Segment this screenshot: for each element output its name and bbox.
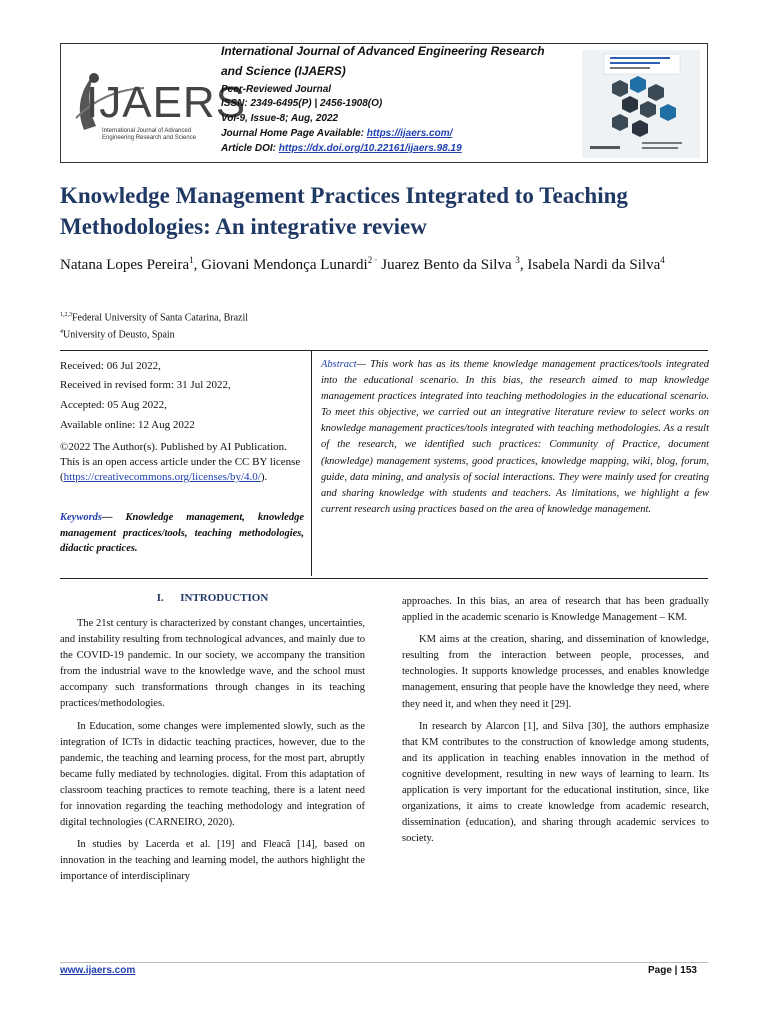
revised-date: Received in revised form: 31 Jul 2022, xyxy=(60,379,231,391)
affiliation-sup: 1,2,3 xyxy=(60,312,72,318)
divider-vertical xyxy=(311,350,312,576)
body-right-column xyxy=(402,594,709,853)
journal-cover-image xyxy=(582,50,700,158)
license-text: ©2022 The Author(s). Published by AI Publication. This is an open access article under the CC BY license xyxy=(60,441,301,468)
hexagon-cover-icon xyxy=(582,50,700,158)
paragraph: The 21st century is characterized by constant changes, uncertainties, and instability resulting from technological advances, and mainly due to the COVID-19 pandemic. In our society, we accompany the transition from the industrial wave to the knowledge wave, and the school must accompany such transformations through changes in its teaching practices/methodologies. xyxy=(60,618,365,710)
page-number: Page | 153 xyxy=(648,965,697,976)
author-sup: 3 xyxy=(515,255,520,265)
volume-issue: Vol-9, Issue-8; Aug, 2022 xyxy=(221,113,339,124)
paragraph: In research by Alarcon [1], and Silva [30], the authors emphasize that KM contributes to the construction of knowledge among students, and its application in teaching enables innovation in the method of cognitive development, resulting in new ways of learning to learn. Its application is very important for the educational institution, since, like organizations, it aims to create knowledge from academic research, dissemination (education), and sharing through academic services to society. xyxy=(402,720,709,845)
paragraph: approaches. In this bias, an area of research that has been gradually applied in the academic scenario is Knowledge Management – KM. xyxy=(402,596,709,624)
section-heading xyxy=(60,592,365,604)
affiliation-text: Federal University of Santa Catarina, Brazil xyxy=(72,312,249,324)
author-sup: 1 xyxy=(189,255,194,265)
abstract-label: Abstract xyxy=(321,359,357,370)
affiliation xyxy=(60,312,248,323)
doi-label: Article DOI: xyxy=(221,143,279,154)
doi-link[interactable]: https://dx.doi.org/10.22161/ijaers.98.19 xyxy=(278,143,462,154)
issn: ISSN: 2349-6495(P) | 2456-1908(O) xyxy=(221,98,383,109)
accepted-date: Accepted: 05 Aug 2022, xyxy=(60,399,167,411)
author-list: Natana Lopes Pereira$^1$, Giovani Mendonça Lunardi$^2$ · Juarez Bento da Silva $^3$, Isabela Nardi da Silva$^4$ xyxy=(60,255,665,273)
license: ©2022 The Author(s). Published by AI Publication. This is an open access article under the CC BY license (https://creativecommons.org/licenses/by/4.0/). xyxy=(60,441,301,483)
logo-text: IJAERS xyxy=(86,78,247,127)
peer-reviewed: Peer-Reviewed Journal xyxy=(221,84,332,95)
affiliation-sup: 4 xyxy=(60,329,63,335)
license-link[interactable]: https://creativecommons.org/licenses/by/4.0/ xyxy=(63,471,261,483)
home-label: Journal Home Page Available: xyxy=(221,128,367,139)
article-title: Knowledge Management Practices Integrated to Teaching Methodologies: An integrative review xyxy=(60,183,628,239)
author-name: Giovani Mendonça Lunardi xyxy=(201,257,368,273)
body-left-column xyxy=(60,616,365,892)
divider-bottom xyxy=(60,578,708,579)
affiliation-text: University of Deusto, Spain xyxy=(63,329,175,341)
section-number: I. xyxy=(156,592,164,604)
home-link[interactable]: https://ijaers.com/ xyxy=(366,128,453,139)
paragraph: In Education, some changes were implemented slowly, such as the integration of ICTs in didactic teaching practices, however, due to the pandemic, the teaching and learning process, for the most part, abruptly became fully mediated by technologies. digital. From this adaptation of classroom teaching practices to remote teaching, there is a latent need for innovation regarding the teaching methodology and integration of digital technologies (CARNEIRO, 2020). xyxy=(60,720,365,829)
paragraph: In studies by Lacerda et al. [19] and Fleacă [14], based on innovation in the teaching and learning model, the authors highlight the importance of interdisciplinary xyxy=(60,839,365,883)
abstract-text: — This work has as its theme knowledge management practices/tools integrated into the educational scenario. In this bias, the research aimed to map knowledge management practices integrated into teaching methodologies in the educational scenario. To meet this objective, we carried out an integrative literature review to select works on knowledge management practices/tools integrated with teaching methodologies. As a result of the research, we identified such practices: Community of Practice, document (knowledge) management systems, good practices, knowledge mapping, wiki, blog, forum, guide, data mining, and analysis of social interactions. They were mainly used for creating and sharing knowledge with students and teachers. As limitations, we highlight a few current research using practices based on the area of knowledge management. xyxy=(321,359,709,515)
journal-title-line1: International Journal of Advanced Engineering Research xyxy=(221,44,545,58)
keywords xyxy=(60,510,304,557)
author-name: Juarez Bento da Silva xyxy=(381,257,512,273)
abstract xyxy=(321,357,709,518)
received-date: Received: 06 Jul 2022, xyxy=(60,360,161,372)
journal-logo xyxy=(64,60,247,145)
article-doi xyxy=(221,143,462,154)
author-name: Natana Lopes Pereira xyxy=(60,257,190,273)
keywords-label: Keywords xyxy=(60,512,102,523)
section-title: INTRODUCTION xyxy=(180,592,269,604)
journal-title-line2: and Science (IJAERS) xyxy=(221,64,346,78)
online-date: Available online: 12 Aug 2022 xyxy=(60,419,195,431)
keywords-text: — Knowledge management, knowledge management practices/tools, teaching methodologies, didactic practices. xyxy=(60,512,304,554)
affiliation xyxy=(60,329,175,340)
author-name: Isabela Nardi da Silva xyxy=(527,257,661,273)
logo-subtitle: International Journal of Advanced Engineering Research and Science xyxy=(102,128,197,141)
footer-site-link[interactable]: www.ijaers.com xyxy=(60,965,136,976)
journal-home xyxy=(221,128,452,139)
author-sup: 2 xyxy=(367,255,373,265)
footer-divider xyxy=(60,962,708,963)
divider-top xyxy=(60,350,708,351)
author-sup: 4 xyxy=(660,255,665,265)
paragraph: KM aims at the creation, sharing, and dissemination of knowledge, resulting from the interaction between people, processes, and technologies. It supports knowledge processes, and enables knowledge management, ensuring that people have the knowledge they need, where they need it, and when they need it [29]. xyxy=(402,634,709,710)
